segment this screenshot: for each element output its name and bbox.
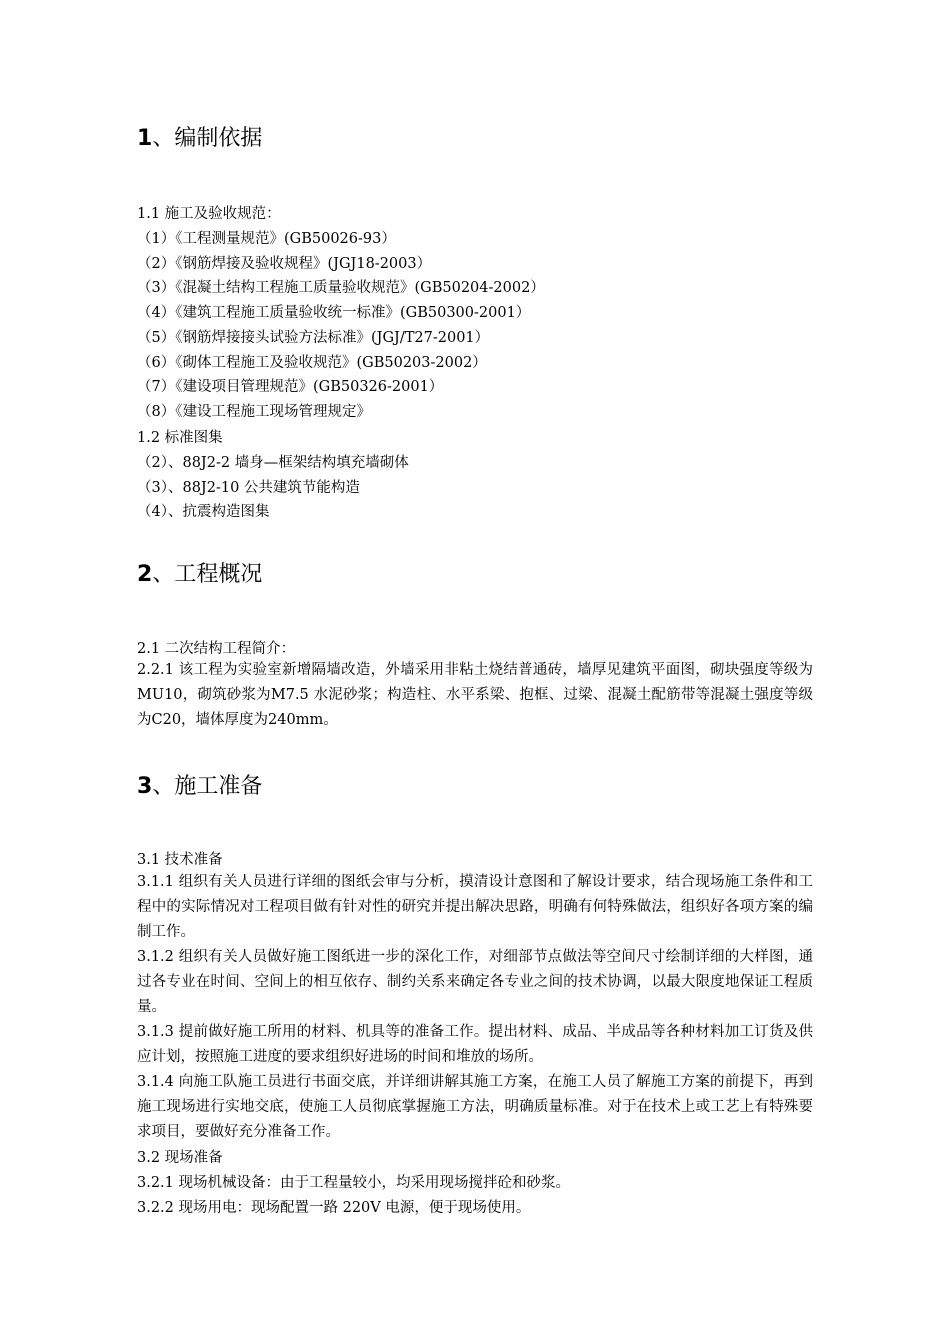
atlas-item: （3）、88J2-10 公共建筑节能构造 — [137, 480, 360, 496]
standard-item: （4）《建筑工程施工质量验收统一标准》(GB50300-2001） — [137, 305, 531, 321]
standard-item: （6）《砌体工程施工及验收规范》(GB50203-2002） — [137, 355, 487, 371]
section-3-title: 、施工准备 — [152, 774, 263, 799]
standard-item: （7）《建设项目管理规范》(GB50326-2001） — [137, 379, 444, 395]
subsection-1-2-label: 1.2 标准图集 — [137, 430, 223, 446]
subsection-2-1-label: 2.1 二次结构工程简介： — [137, 641, 296, 657]
section-3-number: 3 — [137, 774, 153, 799]
paragraph-3-1-2: 3.1.2 组织有关人员做好施工图纸进一步的深化工作，对细部节点做法等空间尺寸绘制详细的大样图，通过各专业在时间、空间上的相互依存、制约关系来确定各专业之间的技术协调，以最大限度地保证工程质量。 — [137, 949, 813, 1015]
section-3-heading — [137, 773, 262, 801]
subsection-3-2-label: 3.2 现场准备 — [137, 1150, 223, 1166]
paragraph-3-2-2: 3.2.2 现场用电：现场配置一路 220V 电源，便于现场使用。 — [137, 1200, 531, 1216]
section-1-number: 1 — [137, 126, 153, 151]
section-2-title: 、工程概况 — [152, 562, 263, 587]
subsection-1-1-label: 1.1 施工及验收规范： — [137, 206, 281, 222]
standard-item: （5）《钢筋焊接接头试验方法标准》(JGJ/T27-2001） — [137, 330, 490, 346]
subsection-3-1-label: 3.1 技术准备 — [137, 852, 223, 868]
section-1-heading — [137, 125, 262, 153]
paragraph-3-1-3: 3.1.3 提前做好施工所用的材料、机具等的准备工作。提出材料、成品、半成品等各种材料加工订货及供应计划，按照施工进度的要求组织好进场的时间和堆放的场所。 — [137, 1024, 813, 1065]
paragraph-3-2-1: 3.2.1 现场机械设备：由于工程量较小，均采用现场搅拌砼和砂浆。 — [137, 1175, 571, 1191]
standard-item: （2）《钢筋焊接及验收规程》(JGJ18-2003） — [137, 256, 432, 272]
standard-item: （3）《混凝土结构工程施工质量验收规范》(GB50204-2002） — [137, 280, 545, 296]
standard-item: （8）《建设工程施工现场管理规定》 — [137, 404, 371, 420]
paragraph-3-1-4: 3.1.4 向施工队施工员进行书面交底，并详细讲解其施工方案，在施工人员了解施工方案的前提下，再到施工现场进行实地交底，使施工人员彻底掌握施工方法，明确质量标准。对于在技术上或工艺上有特殊要求项目，要做好充分准备工作。 — [137, 1074, 813, 1140]
paragraph-2-2-1: 2.2.1 该工程为实验室新增隔墙改造，外墙采用非粘土烧结普通砖，墙厚见建筑平面图，砌块强度等级为MU10，砌筑砂浆为M7.5 水泥砂浆；构造柱、水平系梁、抱框、过梁、混凝土配筋带等混凝土强度等级为C20，墙体厚度为240mm。 — [137, 662, 813, 728]
paragraph-3-1-1: 3.1.1 组织有关人员进行详细的图纸会审与分析，摸清设计意图和了解设计要求，结合现场施工条件和工程中的实际情况对工程项目做有针对性的研究并提出解决思路，明确有何特殊做法，组织好各项方案的编制工作。 — [137, 874, 813, 940]
atlas-item: （4）、抗震构造图集 — [137, 504, 270, 520]
section-2-number: 2 — [137, 562, 153, 587]
section-2-heading — [137, 561, 262, 589]
section-1-title: 、编制依据 — [152, 126, 263, 151]
atlas-item: （2）、88J2-2 墙身—框架结构填充墙砌体 — [137, 455, 409, 471]
standard-item: （1）《工程测量规范》(GB50026-93） — [137, 231, 396, 247]
